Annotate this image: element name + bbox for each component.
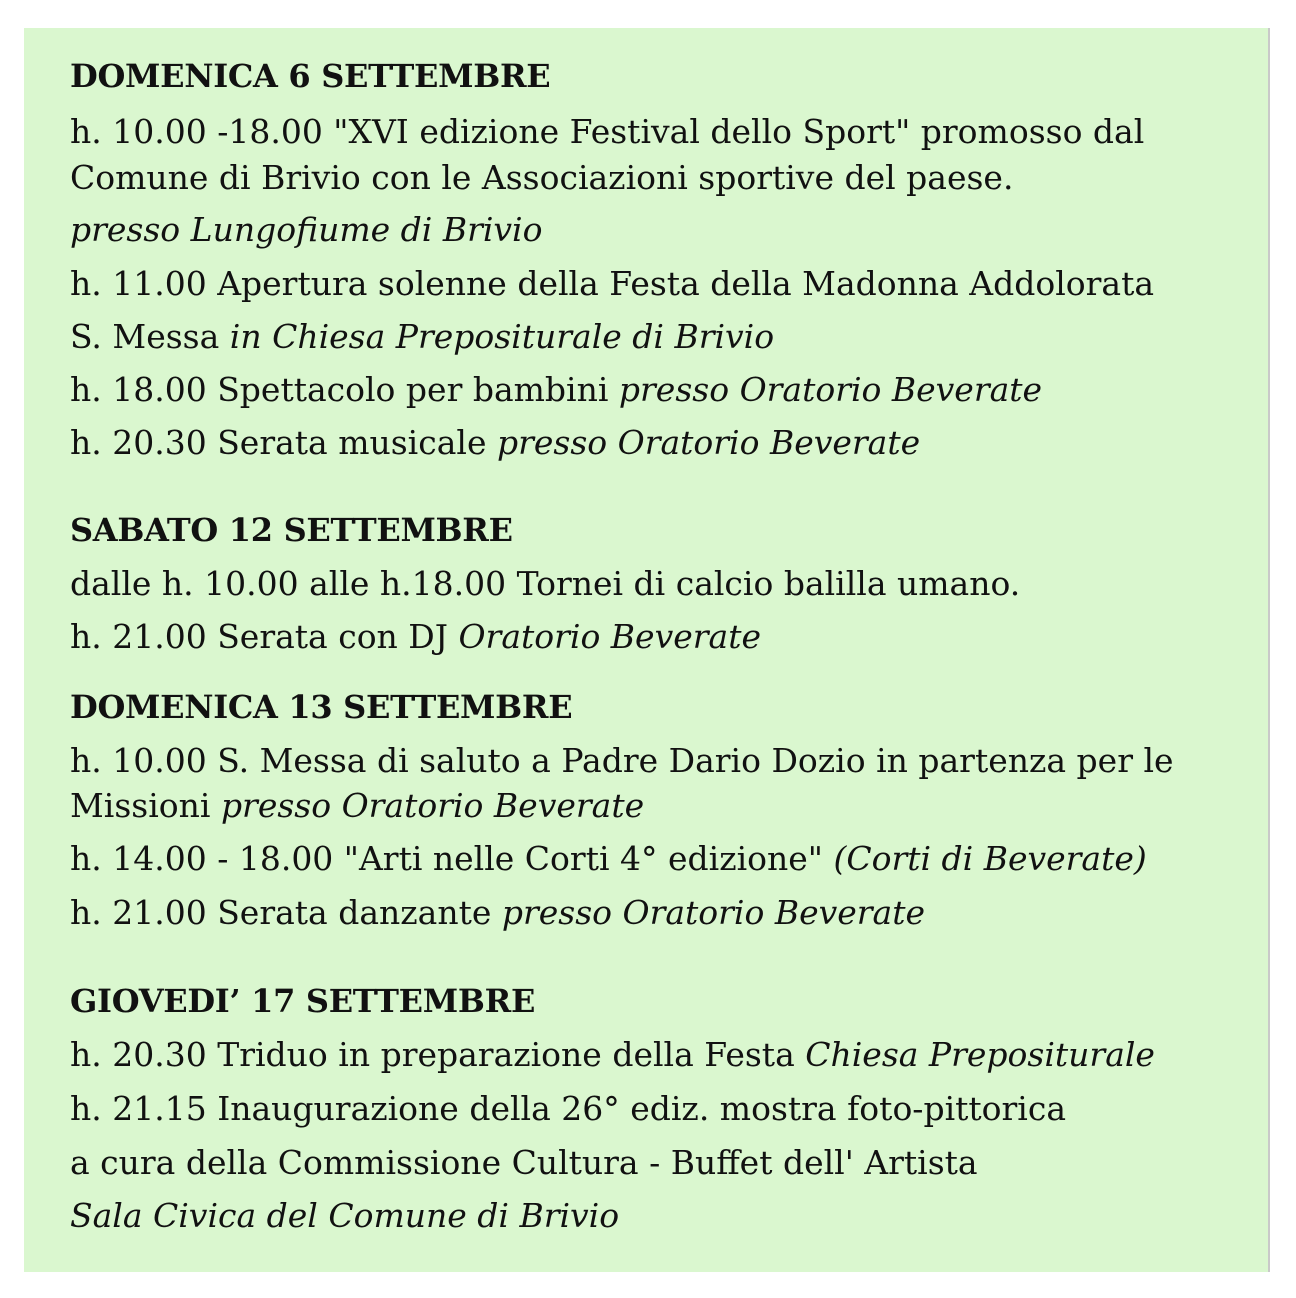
event-line <box>70 839 1147 879</box>
event-line <box>70 893 925 933</box>
event-location: presso Lungofiume di Brivio <box>70 210 543 249</box>
event-location: Sala Civica del Comune di Brivio <box>70 1196 620 1235</box>
event-location: in Chiesa Prepositurale di Brivio <box>229 317 775 356</box>
day-heading: DOMENICA 13 SETTEMBRE <box>70 688 573 726</box>
event-text: h. 21.00 Serata danzante <box>70 893 502 932</box>
event-location: (Corti di Beverate) <box>833 839 1147 878</box>
event-location: Oratorio Beverate <box>458 617 761 656</box>
event-text: h. 21.00 Serata con DJ <box>70 617 459 656</box>
event-location: presso Oratorio Beverate <box>220 786 645 825</box>
event-line: h. 10.00 -18.00 "XVI edizione Festival dello Sport" promosso dal <box>70 112 1145 151</box>
event-line <box>70 370 1042 410</box>
event-line: Comune di Brivio con le Associazioni sportive del paese. <box>70 158 1014 197</box>
event-line: h. 11.00 Apertura solenne della Festa della Madonna Addolorata <box>70 264 1155 303</box>
program-panel <box>24 28 1270 1272</box>
event-line <box>70 786 644 826</box>
day-heading: SABATO 12 SETTEMBRE <box>70 511 513 549</box>
event-location: presso Oratorio Beverate <box>501 893 926 932</box>
event-text: h. 20.30 Triduo in preparazione della Festa <box>70 1035 806 1074</box>
event-line: h. 21.15 Inaugurazione della 26° ediz. mostra foto-pittorica <box>70 1089 1067 1128</box>
event-line <box>70 317 774 357</box>
event-text: h. 20.30 Serata musicale <box>70 423 497 462</box>
event-location: Chiesa Prepositurale <box>805 1035 1155 1074</box>
event-line: dalle h. 10.00 alle h.18.00 Tornei di calcio balilla umano. <box>70 564 1021 603</box>
event-location: presso Oratorio Beverate <box>496 423 921 462</box>
event-text: Missioni <box>70 786 221 825</box>
event-line: h. 10.00 S. Messa di saluto a Padre Dario Dozio in partenza per le <box>70 741 1174 780</box>
event-text: h. 18.00 Spettacolo per bambini <box>70 370 619 409</box>
event-line <box>70 617 761 657</box>
event-line: a cura della Commissione Cultura - Buffet dell' Artista <box>70 1143 978 1182</box>
day-heading: GIOVEDI’ 17 SETTEMBRE <box>70 982 536 1020</box>
event-line <box>70 423 920 463</box>
event-line <box>70 1035 1155 1075</box>
event-text: h. 14.00 - 18.00 "Arti nelle Corti 4° edizione" <box>70 839 834 878</box>
event-text: S. Messa <box>70 317 230 356</box>
event-location: presso Oratorio Beverate <box>618 370 1043 409</box>
day-heading: DOMENICA 6 SETTEMBRE <box>70 57 551 95</box>
